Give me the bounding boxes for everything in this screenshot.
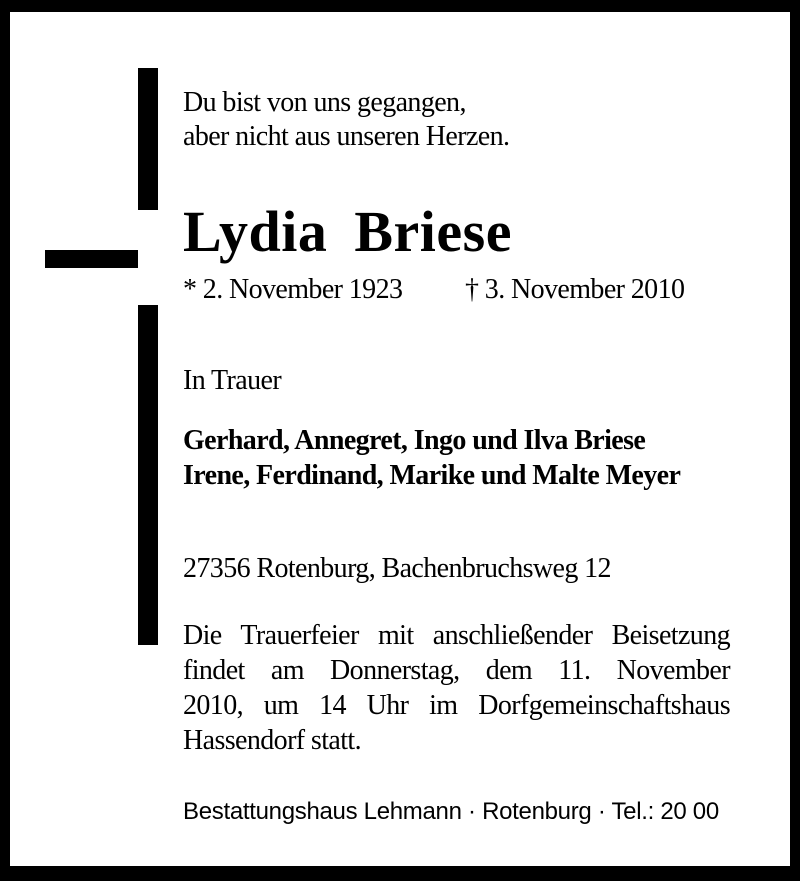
ceremony-line: findet am Donnerstag, dem 11. November <box>183 655 730 686</box>
death-date: † 3. November 2010 <box>465 274 685 305</box>
deceased-name: Lydia Briese <box>183 199 512 264</box>
cross-vertical-bottom <box>138 305 158 645</box>
mourners-line-1: Gerhard, Annegret, Ingo und Ilva Briese <box>183 425 646 456</box>
cross-vertical-top <box>138 68 158 210</box>
birth-date: * 2. November 1923 <box>183 274 403 305</box>
ceremony-line: Hassendorf statt. <box>183 725 361 756</box>
ceremony-line: Die Trauerfeier mit anschließender Beisetzung <box>183 620 730 651</box>
mourning-label: In Trauer <box>183 365 282 396</box>
ceremony-line: 2010, um 14 Uhr im Dorfgemeinschaftshaus <box>183 690 730 721</box>
ceremony-paragraph <box>183 618 730 758</box>
cross-horizontal <box>45 250 138 268</box>
mourners-line-2: Irene, Ferdinand, Marike und Malte Meyer <box>183 460 681 491</box>
address: 27356 Rotenburg, Bachenbruchsweg 12 <box>183 553 611 584</box>
funeral-home-footer: Bestattungshaus Lehmann · Rotenburg · Tel.: 20 00 <box>183 798 719 825</box>
quote-line-2: aber nicht aus unseren Herzen. <box>183 121 510 152</box>
quote-line-1: Du bist von uns gegangen, <box>183 87 466 118</box>
